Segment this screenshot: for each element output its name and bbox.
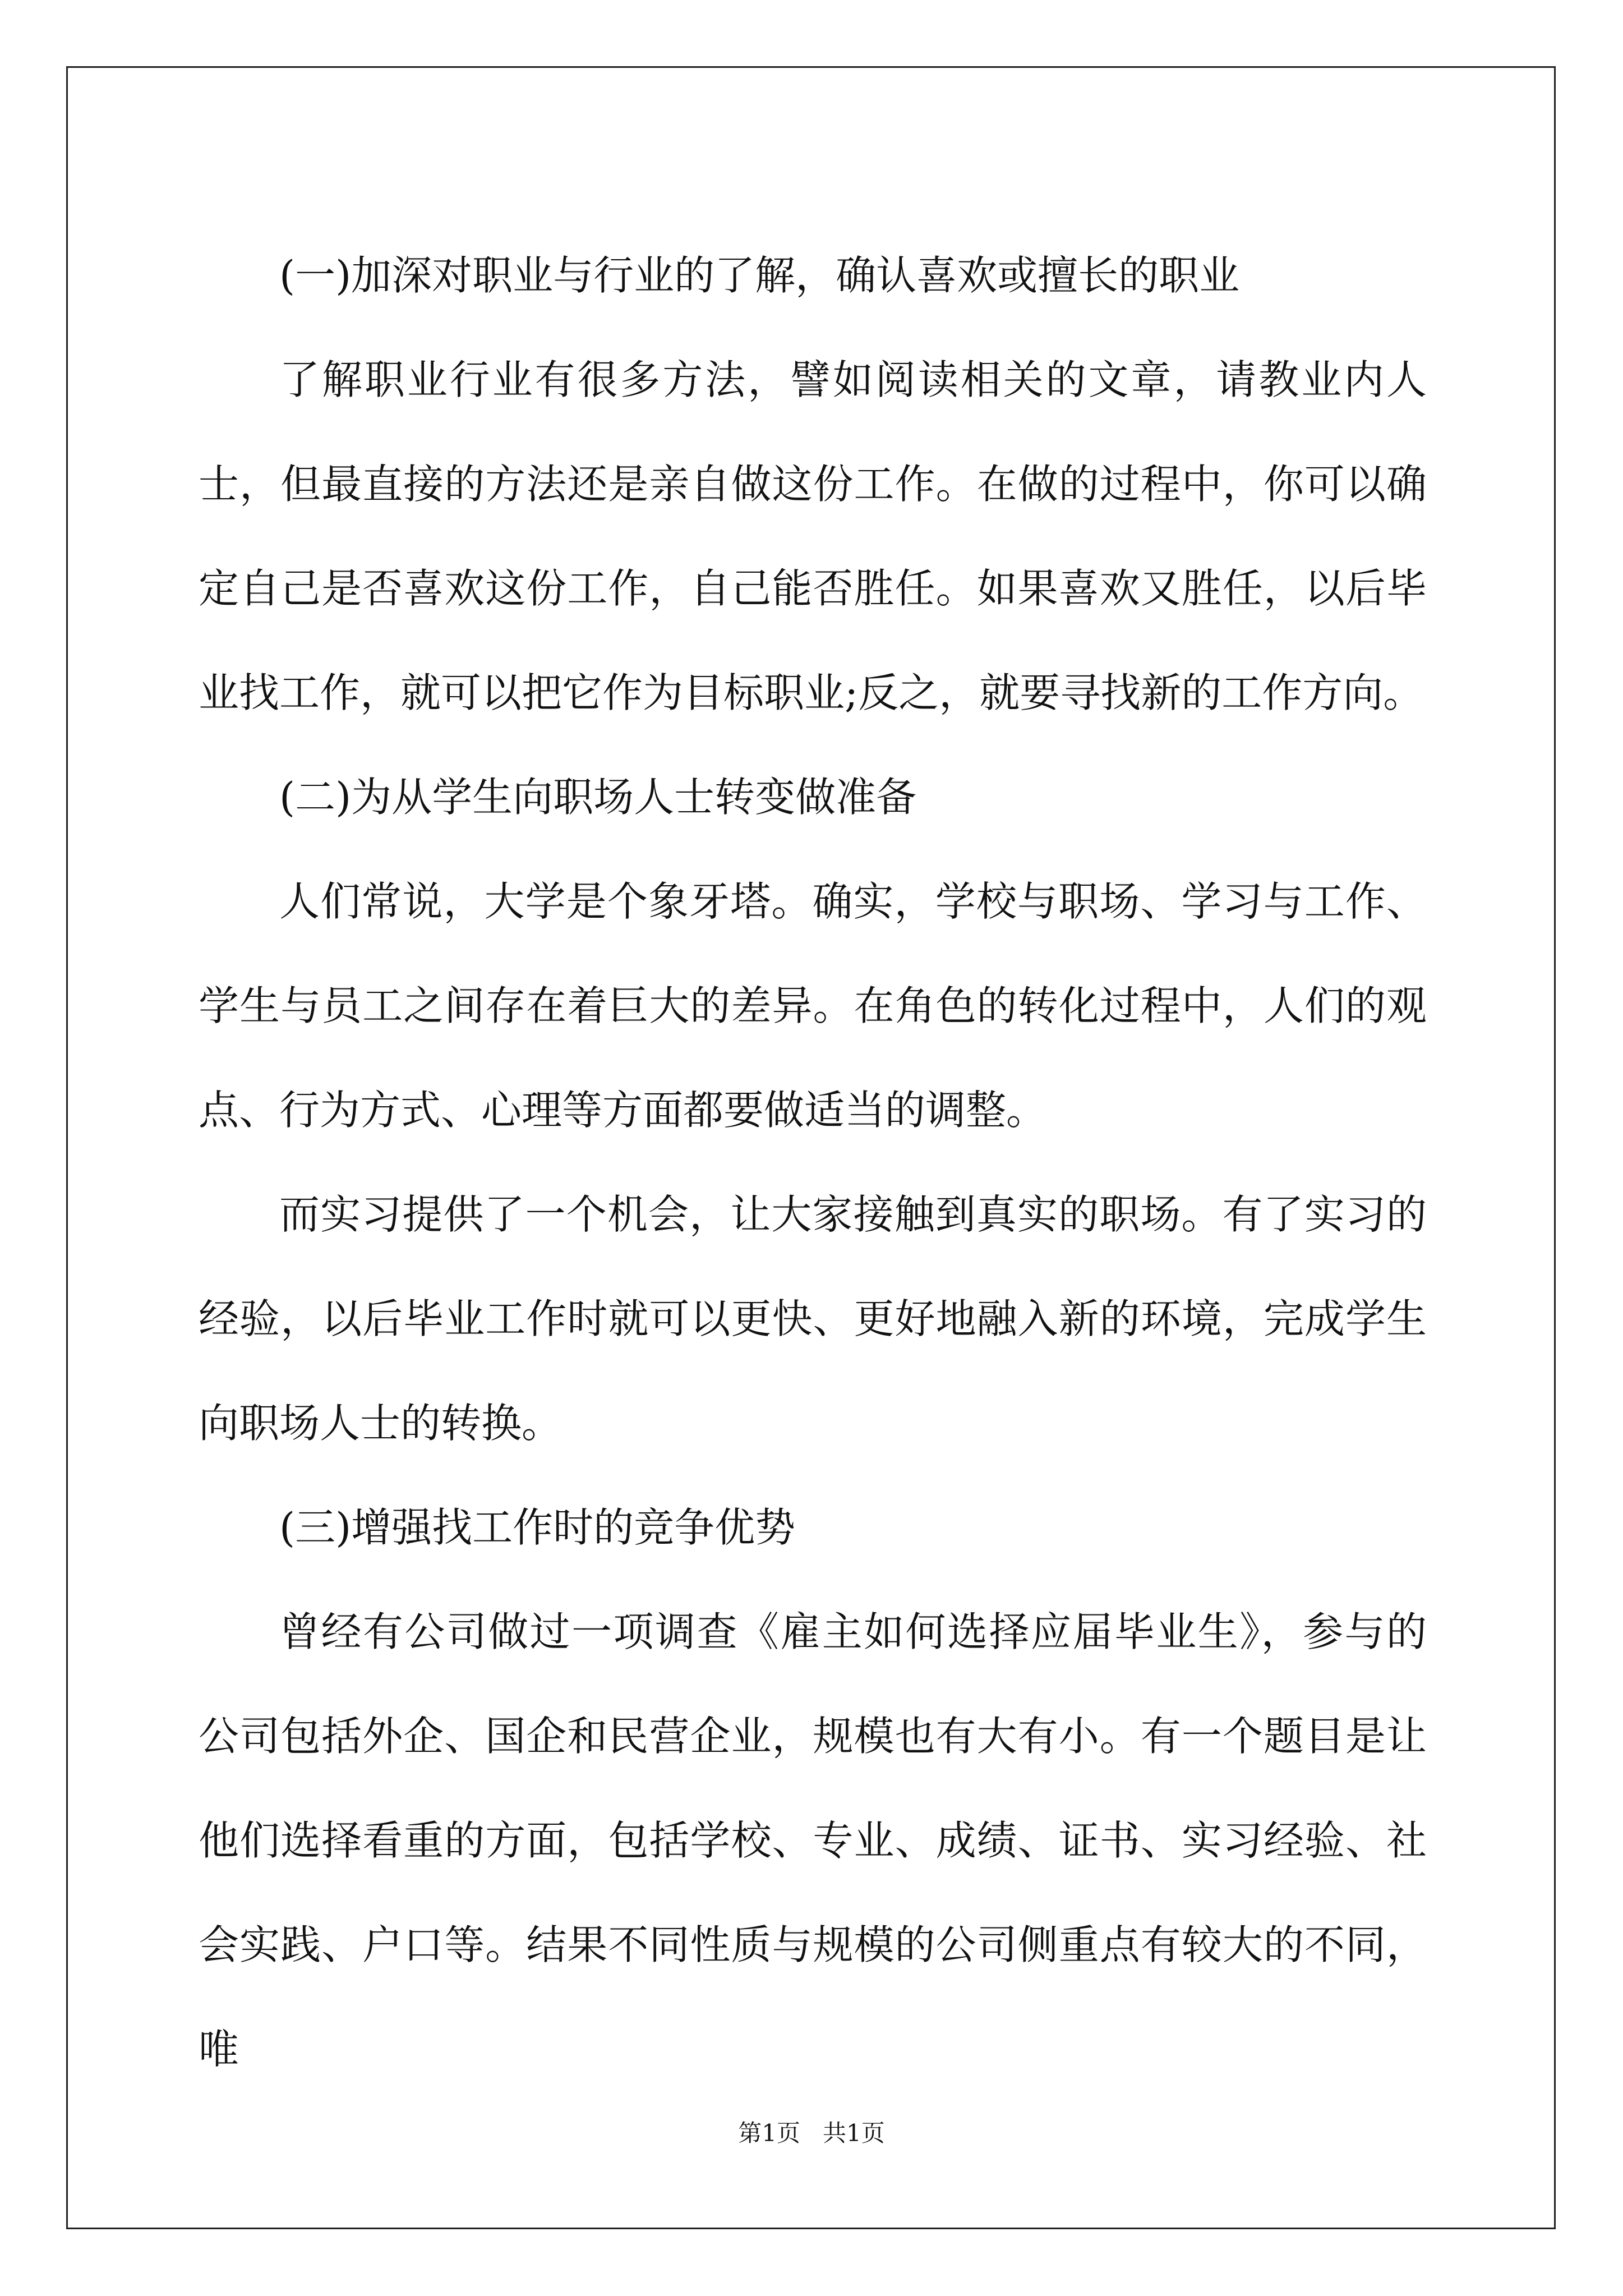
section-heading-3: (三)增强找工作时的竞争优势 bbox=[279, 1504, 796, 1551]
body-paragraph-1: 了解职业行业有很多方法，譬如阅读相关的文章，请教业内人士，但最直接的方法还是亲自做这份工作。在做的过程中，你可以确定自己是否喜欢这份工作，自己能否胜任。如果喜欢又胜任，以后毕业找工作，就可以把它作为目标职业;反之，就要寻找新的工作方向。 bbox=[199, 356, 1427, 716]
document-body bbox=[199, 223, 1427, 2101]
page-footer: 第1页 共1页 bbox=[738, 2119, 885, 2147]
body-paragraph-3: 而实习提供了一个机会，让大家接触到真实的职场。有了实习的经验，以后毕业工作时就可以更快、更好地融入新的环境，完成学生向职场人士的转换。 bbox=[199, 1191, 1427, 1447]
body-paragraph-4: 曾经有公司做过一项调查《雇主如何选择应届毕业生》，参与的公司包括外企、国企和民营企业，规模也有大有小。有一个题目是让他们选择看重的方面，包括学校、专业、成绩、证书、实习经验、社会实践、户口等。结果不同性质与规模的公司侧重点有较大的不同，唯 bbox=[199, 1608, 1427, 2073]
section-heading-1: (一)加深对职业与行业的了解，确认喜欢或擅长的职业 bbox=[279, 252, 1240, 299]
body-paragraph-2: 人们常说，大学是个象牙塔。确实，学校与职场、学习与工作、学生与员工之间存在着巨大的差异。在角色的转化过程中，人们的观点、行为方式、心理等方面都要做适当的调整。 bbox=[199, 878, 1427, 1134]
section-heading-2: (二)为从学生向职场人士转变做准备 bbox=[279, 774, 917, 821]
